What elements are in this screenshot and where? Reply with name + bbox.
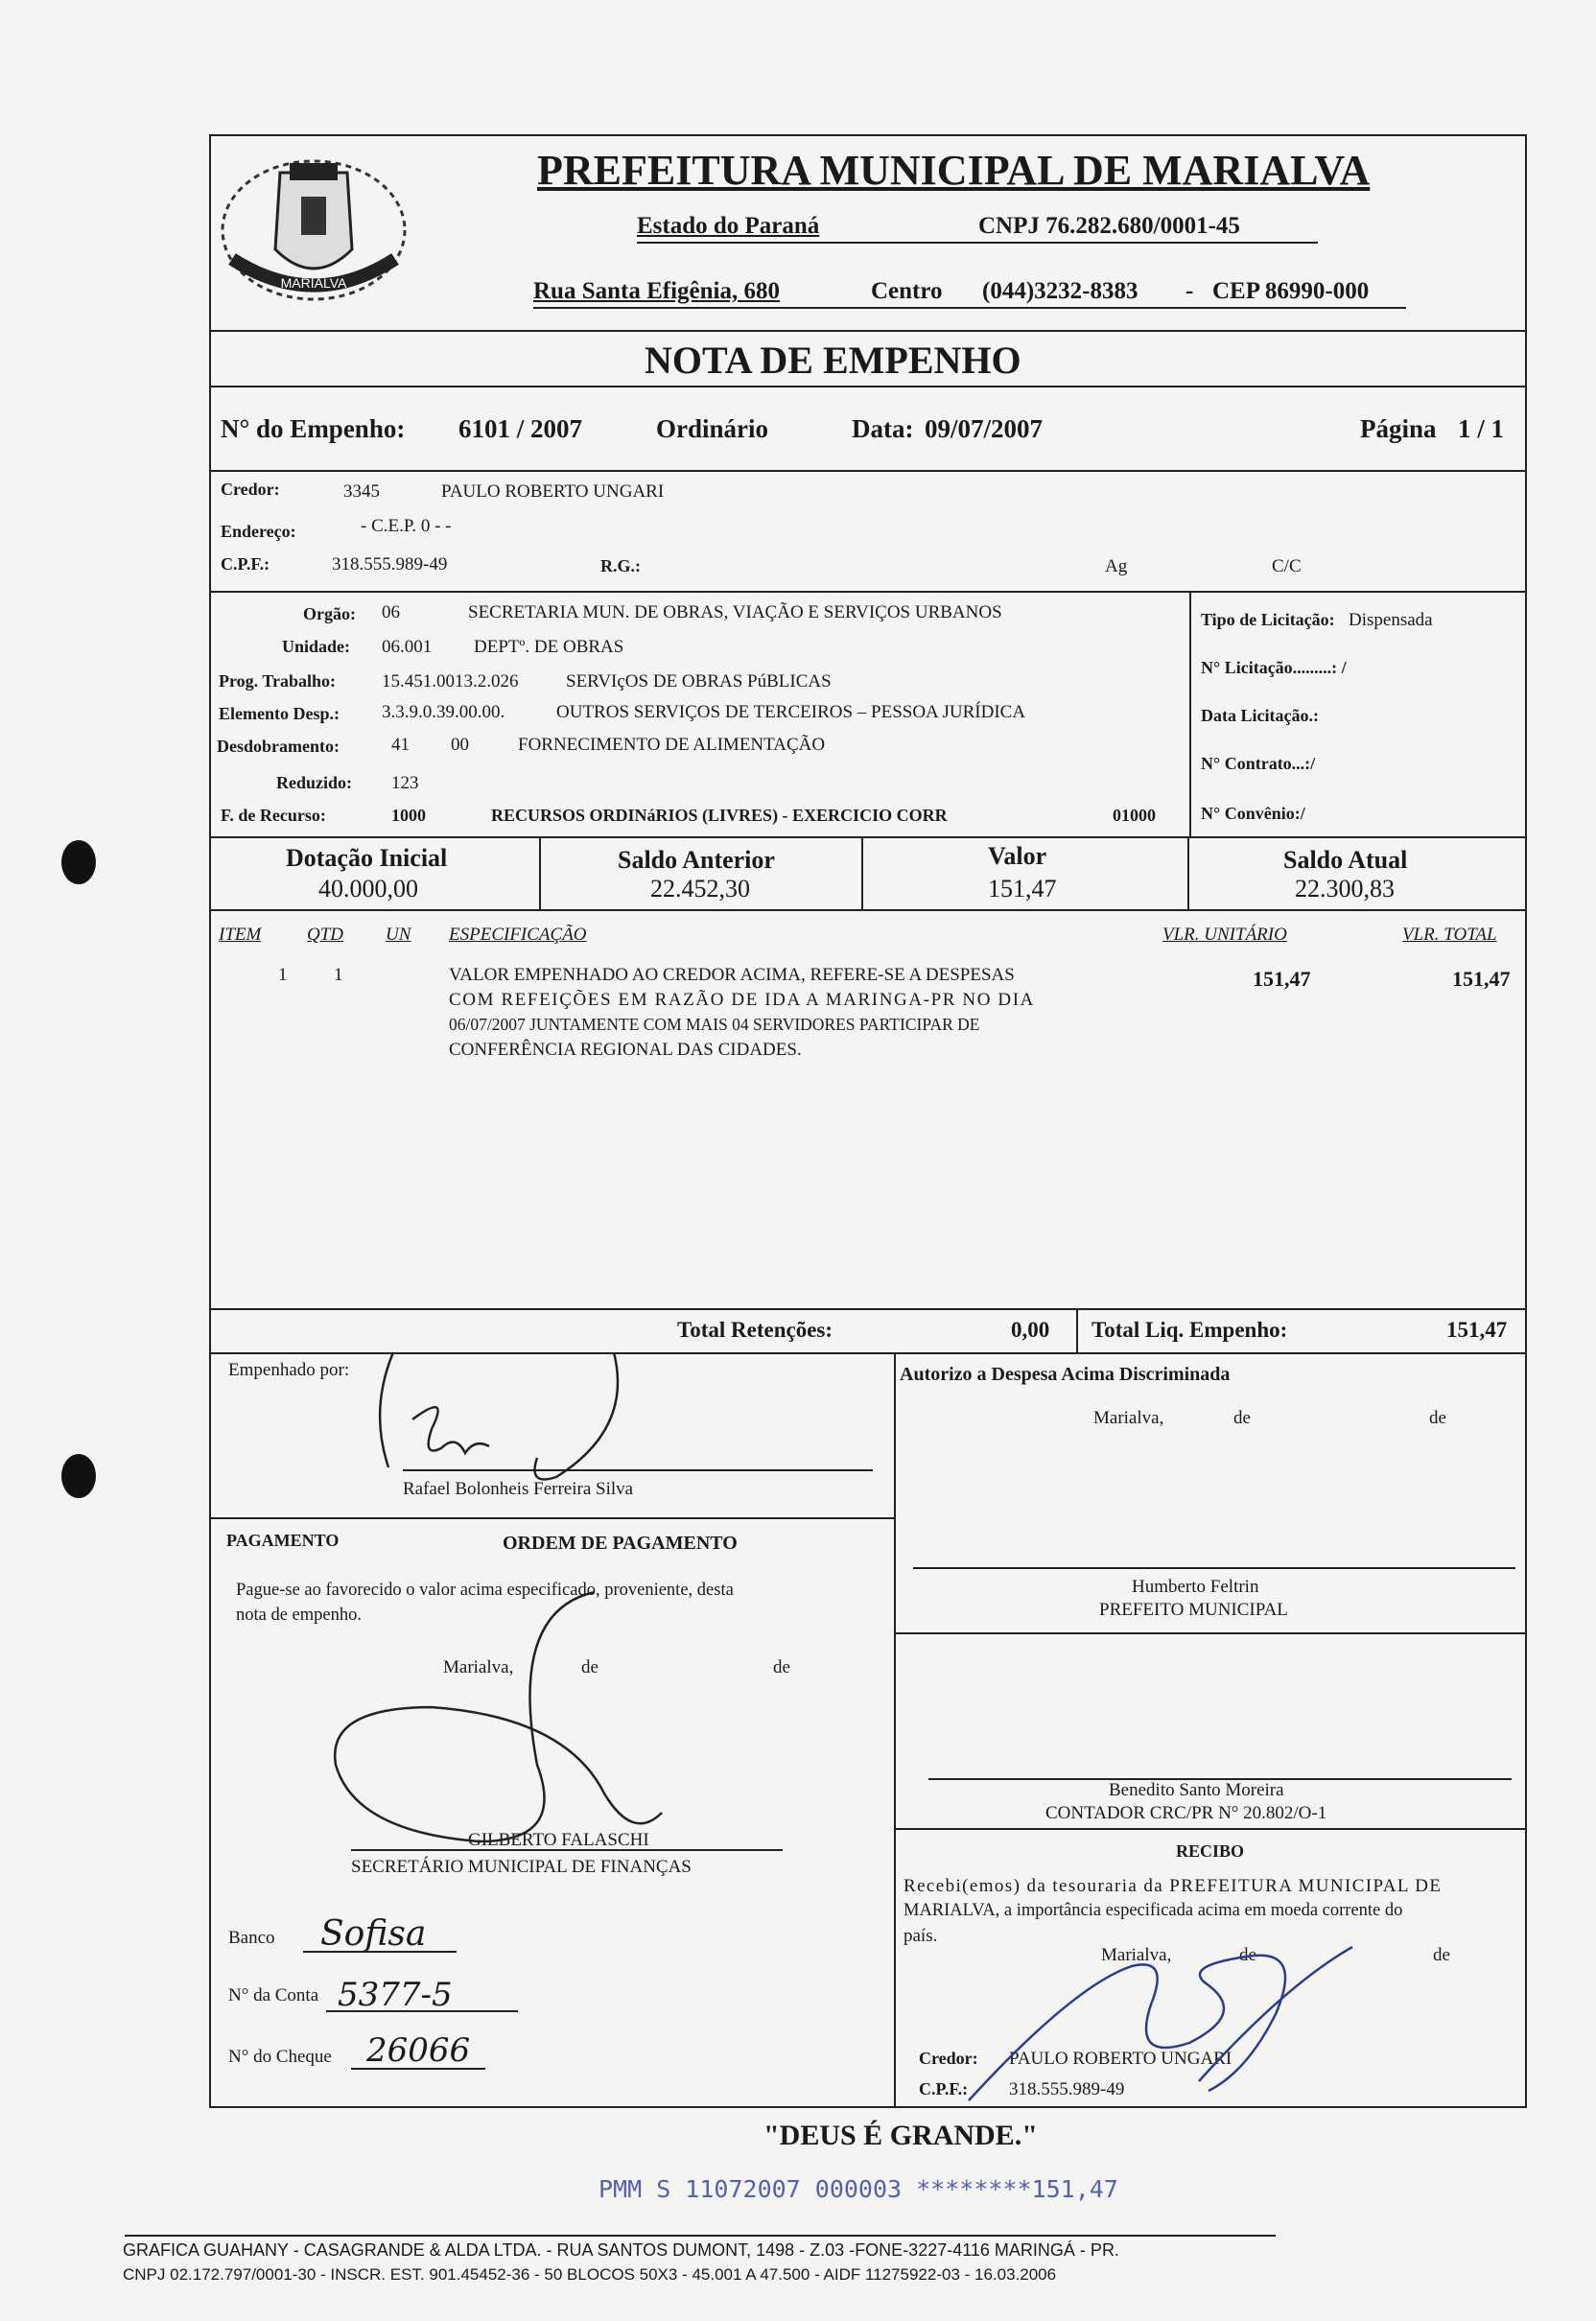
banco-line	[303, 1951, 457, 1953]
recibo-signature	[959, 1928, 1362, 2120]
tipo-licitacao-label: Tipo de Licitação:	[1201, 610, 1335, 629]
row-spec-line: CONFERÊNCIA REGIONAL DAS CIDADES.	[449, 1040, 802, 1060]
totals-divider	[1076, 1308, 1078, 1352]
pagamento-label: PAGAMENTO	[226, 1531, 340, 1550]
red-code: 123	[391, 773, 419, 793]
cnpj: CNPJ 76.282.680/0001-45	[978, 213, 1240, 239]
recibo-text: país.	[904, 1926, 938, 1946]
row-total-value: 151,47	[1452, 967, 1511, 991]
saldo-atual-label: Saldo Atual	[1283, 846, 1408, 874]
punch-hole-bottom	[61, 1454, 96, 1498]
saldos-divider	[1187, 836, 1189, 909]
ag-label: Ag	[1105, 556, 1128, 576]
saldos-divider	[861, 836, 863, 909]
empenho-type: Ordinário	[656, 414, 769, 443]
divider	[209, 591, 1527, 593]
punch-hole-top	[61, 840, 96, 884]
liquido-label: Total Liq. Empenho:	[1091, 1318, 1288, 1342]
convenio: N° Convênio:/	[1201, 804, 1305, 823]
secretario-role: SECRETÁRIO MUNICIPAL DE FINANÇAS	[351, 1857, 692, 1877]
address-dash: -	[1185, 278, 1194, 304]
col-unit: VLR. UNITÁRIO	[1162, 925, 1287, 945]
autorizo-signature-line	[913, 1567, 1515, 1569]
valor-label: Valor	[988, 842, 1047, 870]
divider	[209, 836, 1527, 838]
recibo-text: MARIALVA, a importância especificada acima em moeda corrente do	[904, 1901, 1403, 1920]
page-label: Página	[1360, 414, 1437, 443]
contador-role: CONTADOR CRC/PR N° 20.802/O-1	[1045, 1803, 1327, 1823]
col-un: UN	[386, 925, 411, 945]
divider	[209, 1308, 1527, 1310]
crest-text: MARIALVA	[280, 275, 347, 291]
liquido-value: 151,47	[1446, 1318, 1508, 1342]
row-qtd: 1	[334, 965, 343, 985]
orgao-code: 06	[382, 602, 400, 622]
autorizo-city: Marialva,	[1093, 1408, 1164, 1428]
elem-label: Elemento Desp.:	[219, 704, 340, 723]
pagamento-text: Pague-se ao favorecido o valor acima especificado, proveniente, desta	[236, 1581, 734, 1600]
doc-title: NOTA DE EMPENHO	[645, 339, 1021, 382]
saldo-atual-value: 22.300,83	[1295, 875, 1395, 903]
red-label: Reduzido:	[276, 773, 353, 792]
contrato: N° Contrato...:/	[1201, 754, 1316, 773]
elem-name: OUTROS SERVIÇOS DE TERCEIROS – PESSOA JURÍDICA	[556, 702, 1026, 722]
pagamento-de2: de	[773, 1657, 790, 1677]
licitacao-date: Data Licitação.:	[1201, 706, 1319, 725]
row-item: 1	[278, 965, 288, 985]
dotacao-value: 40.000,00	[318, 875, 418, 903]
unidade-code: 06.001	[382, 637, 433, 657]
divider	[209, 386, 1527, 387]
empenhado-name: Rafael Bolonheis Ferreira Silva	[403, 1479, 634, 1499]
prefeito-name: Humberto Feltrin	[1132, 1577, 1259, 1597]
prefeito-role: PREFEITO MUNICIPAL	[1099, 1600, 1288, 1620]
fonte-num: 01000	[1113, 806, 1156, 825]
autorizo-label: Autorizo a Despesa Acima Discriminada	[900, 1364, 1231, 1385]
credor-label: Credor:	[221, 480, 280, 499]
divider	[894, 1828, 1527, 1830]
row-spec-line: VALOR EMPENHADO AO CREDOR ACIMA, REFERE-SE A DESPESAS	[449, 965, 1015, 985]
budget-divider	[1189, 591, 1191, 836]
page-title: PREFEITURA MUNICIPAL DE MARIALVA	[537, 147, 1371, 194]
recibo-credor-label: Credor:	[919, 2049, 978, 2068]
autorizo-de1: de	[1233, 1408, 1251, 1428]
conta-handwritten: 5377-5	[338, 1976, 453, 2014]
prog-name: SERVIçOS DE OBRAS PúBLICAS	[566, 671, 832, 692]
phone: (044)3232-8383	[982, 278, 1138, 304]
orgao-name: SECRETARIA MUN. DE OBRAS, VIAÇÃO E SERVIÇOS URBANOS	[468, 602, 1002, 622]
col-qtd: QTD	[307, 925, 344, 945]
dotacao-label: Dotação Inicial	[286, 844, 448, 872]
pagamento-signature	[317, 1573, 681, 1880]
address: Rua Santa Efigênia, 680	[533, 278, 780, 304]
footer-line-2: CNPJ 02.172.797/0001-30 - INSCR. EST. 901.45452-36 - 50 BLOCOS 50X3 - 45.001 A 47.500 - AIDF 11275922-03 - 16.03.2006	[123, 2265, 1057, 2284]
secretario-name: GILBERTO FALASCHI	[468, 1830, 649, 1850]
credor-cpf: 318.555.989-49	[332, 554, 448, 574]
col-spec: ESPECIFICAÇÃO	[449, 925, 587, 945]
valor-value: 151,47	[988, 875, 1057, 903]
empenho-date: 09/07/2007	[925, 414, 1044, 443]
recibo-cpf: 318.555.989-49	[1009, 2079, 1125, 2099]
recibo-city: Marialva,	[1101, 1945, 1172, 1965]
banco-handwritten: Sofisa	[320, 1914, 427, 1954]
divider	[209, 909, 1527, 911]
cheque-line	[351, 2068, 485, 2070]
elem-code: 3.3.9.0.39.00.00.	[382, 702, 505, 722]
state-underline	[637, 242, 1318, 244]
saldo-anterior-label: Saldo Anterior	[618, 846, 775, 874]
contador-name: Benedito Santo Moreira	[1109, 1780, 1284, 1800]
credor-address: - C.E.P. 0 - -	[361, 516, 452, 536]
saldos-divider	[539, 836, 541, 909]
recibo-text: Recebi(emos) da tesouraria da PREFEITURA MUNICIPAL DE	[904, 1876, 1443, 1896]
motto: "DEUS É GRANDE."	[763, 2120, 1038, 2151]
footer-rule	[125, 2235, 1276, 2237]
state-name: Estado do Paraná	[637, 213, 820, 239]
recibo-de2: de	[1433, 1945, 1450, 1965]
saldo-anterior-value: 22.452,30	[650, 875, 750, 903]
desd-code: 41	[391, 735, 410, 755]
tipo-licitacao: Dispensada	[1349, 610, 1433, 630]
fonte-label: F. de Recurso:	[221, 806, 326, 825]
orgao-label: Orgão:	[303, 604, 356, 623]
desd-label: Desdobramento:	[217, 737, 340, 756]
pagamento-city: Marialva,	[443, 1657, 514, 1677]
recibo-label: RECIBO	[1176, 1841, 1245, 1861]
cep: CEP 86990-000	[1212, 278, 1370, 304]
credor-code: 3345	[343, 481, 380, 502]
cpf-label: C.P.F.:	[221, 554, 270, 574]
conta-label: N° da Conta	[228, 1985, 319, 2005]
retencoes-label: Total Retenções:	[677, 1318, 833, 1342]
footer-line-1: GRAFICA GUAHANY - CASAGRANDE & ALDA LTDA. - RUA SANTOS DUMONT, 1498 - Z.03 -FONE-3227-4116 MARINGÁ - PR.	[123, 2240, 1119, 2260]
district: Centro	[871, 278, 943, 304]
licitacao-number: N° Licitação.........: /	[1201, 658, 1347, 677]
col-item: ITEM	[219, 925, 262, 945]
address-label: Endereço:	[221, 522, 296, 541]
recibo-credor-name: PAULO ROBERTO UNGARI	[1009, 2049, 1232, 2069]
ordem-label: ORDEM DE PAGAMENTO	[503, 1533, 738, 1554]
divider	[209, 330, 1527, 332]
desd-sub: 00	[451, 735, 469, 755]
empenho-date-label: Data:	[852, 414, 914, 443]
municipal-crest-logo	[213, 144, 414, 307]
banco-label: Banco	[228, 1928, 275, 1948]
empenhado-label: Empenhado por:	[228, 1360, 350, 1380]
unidade-label: Unidade:	[282, 637, 351, 656]
fonte-name: RECURSOS ORDINáRIOS (LIVRES) - EXERCICIO CORR	[491, 806, 948, 825]
row-unit-value: 151,47	[1253, 967, 1311, 991]
credor-name: PAULO ROBERTO UNGARI	[441, 481, 665, 502]
unidade-name: DEPTº. DE OBRAS	[474, 637, 624, 657]
retencoes-value: 0,00	[1011, 1318, 1050, 1342]
empenhado-signature	[364, 1333, 652, 1506]
recibo-de1: de	[1239, 1945, 1256, 1965]
pagamento-de1: de	[581, 1657, 598, 1677]
divider	[209, 470, 1527, 472]
autorizo-de2: de	[1429, 1408, 1446, 1428]
divider	[894, 1632, 1527, 1634]
fonte-code: 1000	[391, 806, 426, 825]
prog-code: 15.451.0013.2.026	[382, 671, 519, 692]
address-underline	[533, 307, 1406, 309]
row-spec-line: 06/07/2007 JUNTAMENTE COM MAIS 04 SERVIDORES PARTICIPAR DE	[449, 1015, 980, 1034]
recibo-cpf-label: C.P.F.:	[919, 2079, 969, 2098]
cheque-label: N° do Cheque	[228, 2047, 332, 2067]
cc-label: C/C	[1272, 556, 1302, 576]
page-number: 1 / 1	[1458, 414, 1505, 443]
col-total: VLR. TOTAL	[1402, 925, 1497, 945]
cheque-handwritten: 26066	[366, 2031, 471, 2070]
empenho-number-label: N° do Empenho:	[221, 414, 406, 443]
divider	[209, 1517, 894, 1519]
empenho-number: 6101 / 2007	[458, 414, 583, 443]
pagamento-text: nota de empenho.	[236, 1606, 362, 1625]
desd-name: FORNECIMENTO DE ALIMENTAÇÃO	[518, 735, 826, 755]
rg-label: R.G.:	[600, 556, 641, 575]
row-spec-line: COM REFEIÇÕES EM RAZÃO DE IDA A MARINGA-PR NO DIA	[449, 990, 1035, 1010]
cashier-stamp: PMM S 11072007 000003 ********151,47	[598, 2175, 1118, 2203]
conta-line	[326, 2010, 518, 2012]
prog-label: Prog. Trabalho:	[219, 671, 337, 691]
lower-divider	[894, 1352, 896, 2108]
